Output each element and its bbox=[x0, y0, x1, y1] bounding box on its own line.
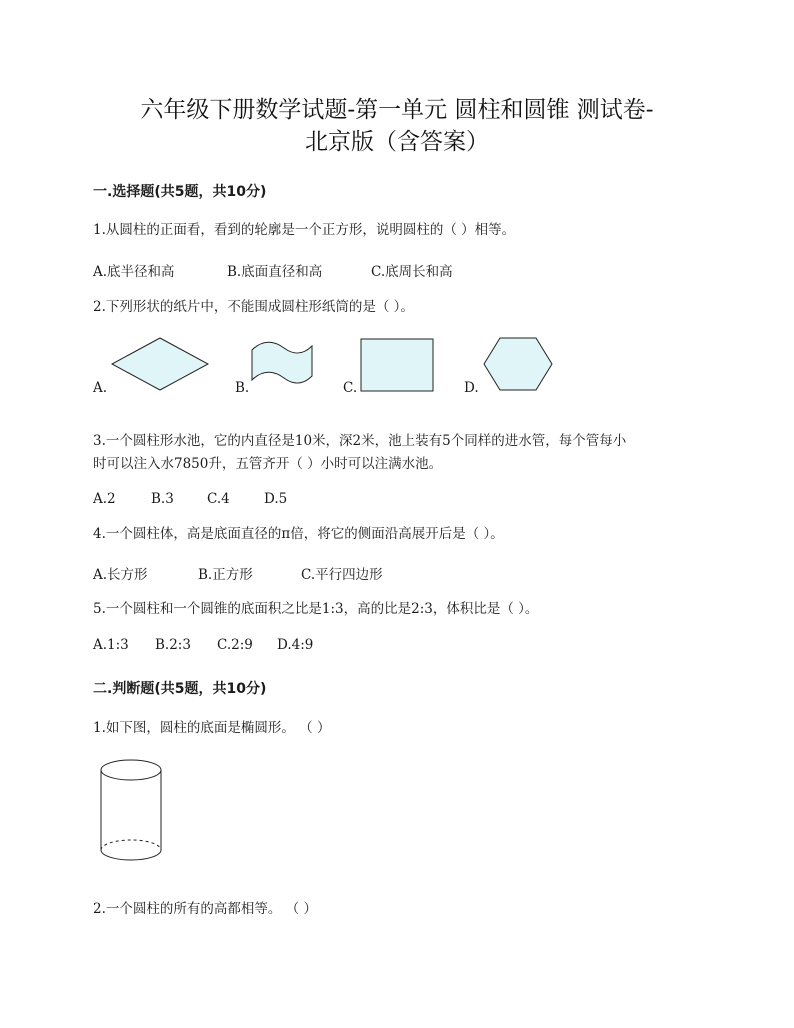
question-4-options bbox=[93, 563, 383, 583]
hexagon-shape bbox=[482, 336, 554, 392]
question-3-line1: 3.一个圆柱形水池，它的内直径是10米，深2米，池上装有5个同样的进水管，每个管每小 bbox=[93, 433, 627, 449]
judgement-question-2: 2.一个圆柱的所有的高都相等。 （ ） bbox=[93, 901, 317, 917]
option-a: A.2 bbox=[93, 491, 116, 507]
wavy-shape bbox=[250, 340, 314, 388]
option-d: D.4:9 bbox=[277, 637, 314, 653]
question-2: 2.下列形状的纸片中，不能围成圆柱形纸筒的是（ ）。 bbox=[93, 299, 414, 315]
exam-title-line2: 北京版（含答案） bbox=[305, 129, 489, 155]
shape-label-b: B. bbox=[235, 380, 250, 396]
exam-title-line1: 六年级下册数学试题-第一单元 圆柱和圆锥 测试卷- bbox=[140, 97, 654, 123]
option-a: A.1:3 bbox=[93, 637, 129, 653]
option-c: C.2:9 bbox=[217, 637, 253, 653]
option-c: C.平行四边形 bbox=[301, 567, 383, 583]
option-b: B.底面直径和高 bbox=[227, 264, 323, 280]
question-3-options bbox=[93, 491, 287, 507]
shape-label-c: C. bbox=[343, 380, 358, 396]
section-heading-multiple-choice: 一.选择题(共5题，共10分) bbox=[93, 184, 267, 200]
question-5: 5.一个圆柱和一个圆锥的底面积之比是1:3，高的比是2:3，体积比是（ ）。 bbox=[93, 601, 539, 617]
question-5-options bbox=[93, 637, 313, 653]
judgement-question-1: 1.如下图，圆柱的底面是椭圆形。 （ ） bbox=[93, 720, 331, 736]
question-1: 1.从圆柱的正面看，看到的轮廓是一个正方形，说明圆柱的（ ）相等。 bbox=[93, 222, 516, 238]
question-3-line2: 时可以注入水7850升，五管齐开（ ）小时可以注满水池。 bbox=[93, 456, 443, 472]
option-c: C.底周长和高 bbox=[371, 264, 453, 280]
option-b: B.正方形 bbox=[198, 567, 253, 583]
option-d: D.5 bbox=[264, 491, 288, 507]
option-b: B.3 bbox=[151, 491, 174, 507]
option-a: A.底半径和高 bbox=[93, 264, 175, 280]
rhombus-shape bbox=[110, 336, 210, 392]
question-4: 4.一个圆柱体，高是底面直径的π倍，将它的侧面沿高展开后是（ ）。 bbox=[93, 526, 504, 542]
option-c: C.4 bbox=[207, 491, 230, 507]
section-heading-true-false: 二.判断题(共5题，共10分) bbox=[93, 681, 267, 697]
question-1-options bbox=[93, 260, 453, 280]
option-b: B.2:3 bbox=[155, 637, 191, 653]
shape-label-d: D. bbox=[464, 380, 479, 396]
option-a: A.长方形 bbox=[93, 567, 148, 583]
cylinder-figure bbox=[98, 758, 164, 864]
shape-label-a: A. bbox=[93, 380, 108, 396]
rectangle-shape bbox=[360, 338, 434, 392]
